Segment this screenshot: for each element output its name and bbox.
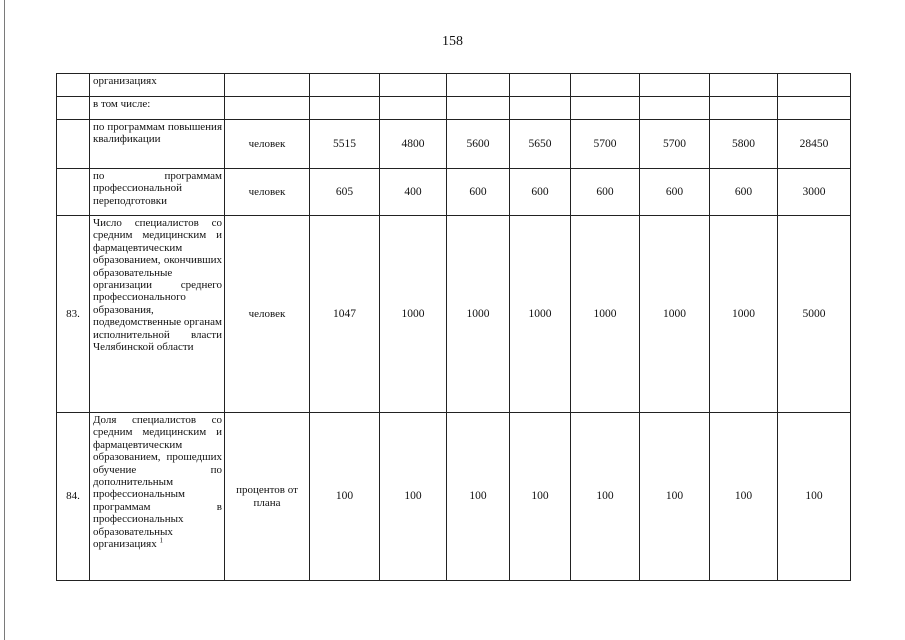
value-cell [778, 74, 851, 97]
value-cell [310, 74, 380, 97]
value-cell: 100 [710, 413, 778, 581]
row-number [57, 120, 90, 169]
indicator-name: по программам профессиональной переподготовки [90, 169, 225, 216]
value-cell: 5000 [778, 216, 851, 413]
value-cell [447, 97, 510, 120]
value-cell: 5650 [510, 120, 571, 169]
value-cell: 1047 [310, 216, 380, 413]
value-cell [447, 74, 510, 97]
value-cell: 1000 [640, 216, 710, 413]
indicator-name: организациях [90, 74, 225, 97]
value-cell: 400 [380, 169, 447, 216]
row-number [57, 97, 90, 120]
table-row [57, 74, 851, 97]
table-row [57, 413, 851, 581]
value-cell [510, 74, 571, 97]
value-cell: 100 [571, 413, 640, 581]
unit-cell [225, 74, 310, 97]
value-cell [640, 74, 710, 97]
value-cell: 605 [310, 169, 380, 216]
value-cell: 100 [778, 413, 851, 581]
value-cell: 100 [310, 413, 380, 581]
indicator-name: в том числе: [90, 97, 225, 120]
row-number: 84. [57, 413, 90, 581]
indicator-name: Число специалистов со средним медицинским и фармацевтическим образованием, окончивших образовательные организации среднего профессионального образования, подведомственные органам исполнительной власти Челябинской области [90, 216, 225, 413]
value-cell: 28450 [778, 120, 851, 169]
value-cell: 4800 [380, 120, 447, 169]
value-cell [778, 97, 851, 120]
value-cell: 600 [571, 169, 640, 216]
indicator-name: по программам повышения квалификации [90, 120, 225, 169]
value-cell [710, 74, 778, 97]
value-cell: 1000 [710, 216, 778, 413]
value-cell [571, 97, 640, 120]
value-cell: 1000 [380, 216, 447, 413]
value-cell: 5600 [447, 120, 510, 169]
value-cell [380, 97, 447, 120]
page-number: 158 [442, 34, 463, 49]
row-number: 83. [57, 216, 90, 413]
unit-cell [225, 97, 310, 120]
value-cell [571, 74, 640, 97]
row-number [57, 169, 90, 216]
value-cell: 5800 [710, 120, 778, 169]
unit-cell: процентов от плана [225, 413, 310, 581]
value-cell: 100 [447, 413, 510, 581]
value-cell [510, 97, 571, 120]
value-cell: 1000 [510, 216, 571, 413]
table-row [57, 216, 851, 413]
table-row [57, 97, 851, 120]
table-row [57, 169, 851, 216]
value-cell: 600 [447, 169, 510, 216]
value-cell: 1000 [571, 216, 640, 413]
table-row [57, 120, 851, 169]
scan-edge-line [4, 0, 5, 640]
value-cell: 600 [710, 169, 778, 216]
value-cell [640, 97, 710, 120]
unit-cell: человек [225, 169, 310, 216]
unit-cell: человек [225, 120, 310, 169]
value-cell: 5700 [640, 120, 710, 169]
value-cell: 600 [510, 169, 571, 216]
value-cell: 600 [640, 169, 710, 216]
value-cell: 100 [640, 413, 710, 581]
footnote-marker: 1 [159, 536, 163, 545]
unit-cell: человек [225, 216, 310, 413]
value-cell: 100 [380, 413, 447, 581]
value-cell [310, 97, 380, 120]
indicator-name-text: Доля специалистов со средним медицинским и фармацевтическим образованием, прошедших обучение по дополнительным профессиональным программам в профессиональных образовательных организациях [93, 414, 222, 551]
value-cell: 100 [510, 413, 571, 581]
value-cell: 3000 [778, 169, 851, 216]
value-cell: 5515 [310, 120, 380, 169]
value-cell [710, 97, 778, 120]
row-number [57, 74, 90, 97]
value-cell [380, 74, 447, 97]
indicators-table [56, 73, 851, 581]
value-cell: 1000 [447, 216, 510, 413]
value-cell: 5700 [571, 120, 640, 169]
indicator-name [90, 413, 225, 581]
